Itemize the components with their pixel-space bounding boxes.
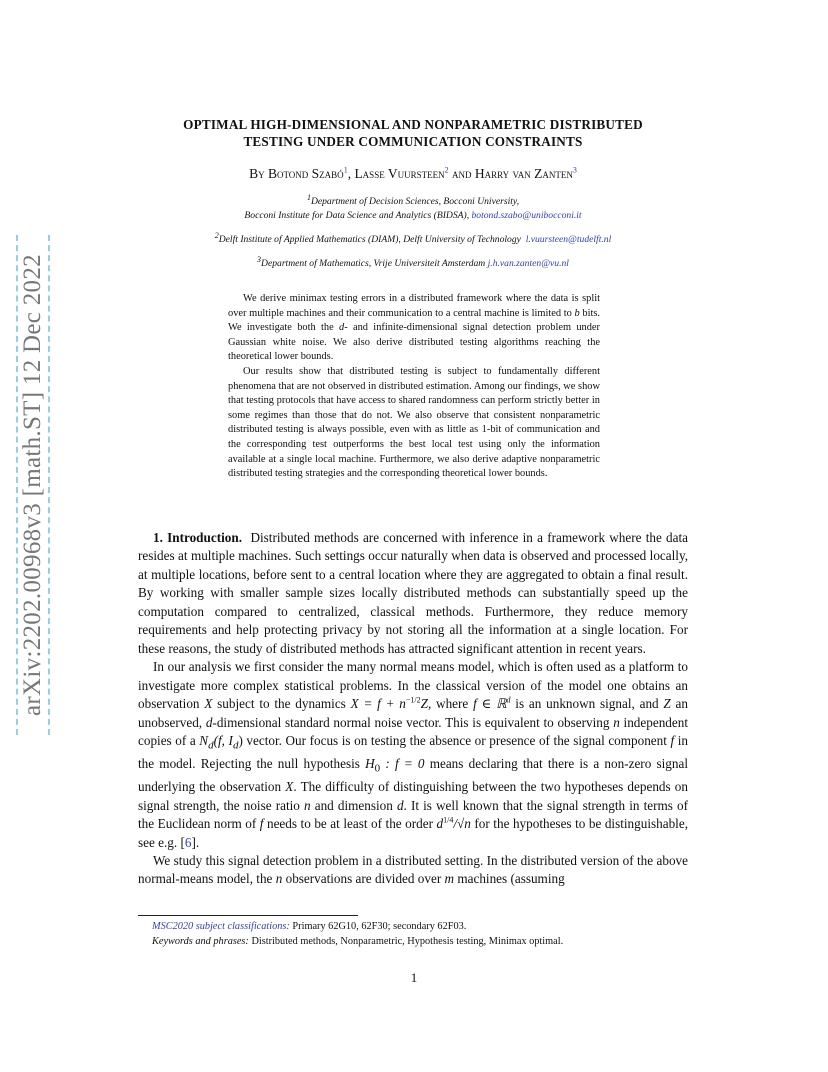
abstract-paragraph-1 — [228, 292, 600, 365]
math-exponent: 1/4 — [443, 815, 454, 825]
body-text: means declaring that there is a non-zero signal underlying the observation — [138, 756, 688, 795]
stamp-dashed-border-left — [16, 235, 18, 735]
math-dynamics: X = f + n — [350, 696, 406, 712]
affil-1-line-2: Bocconi Institute for Data Science and Analytics (BIDSA), — [244, 210, 470, 221]
keywords-label: Keywords and phrases: — [152, 936, 249, 947]
math-f: f — [670, 732, 675, 748]
affiliation-1 — [90, 192, 736, 223]
body-text: We study this signal detection problem in a distributed setting. In the distributed version of the above normal-means model, the — [138, 852, 688, 887]
math-X: X — [285, 779, 294, 795]
abstract — [228, 292, 600, 482]
abstract-text: - and infinite-dimensional signal detection problem under Gaussian white noise. We also derive distributed testing algorithms reaching the theoretical lower bounds. — [228, 322, 601, 363]
author-1-affil-ref[interactable]: 1 — [343, 165, 348, 175]
body-text: an unobserved, — [138, 696, 689, 730]
author-vuursteen: Lasse Vuursteen — [354, 166, 445, 181]
body-text: . The difficulty of distinguishing between the two hypotheses depends on signal strength, the noise ratio — [138, 779, 688, 813]
body-text: , where — [427, 696, 474, 712]
footnote-rule — [138, 915, 358, 916]
affiliation-3 — [90, 254, 736, 271]
footnote-keywords — [152, 936, 712, 947]
citation-link[interactable]: 6 — [184, 834, 192, 850]
body-text: vector. Our focus is on testing the absence or presence of the signal component — [242, 732, 671, 748]
body-text: ]. — [191, 834, 200, 850]
by-word: By — [249, 166, 265, 181]
body-text: Distributed methods are concerned with inference in a framework where the data resides at multiple machines. Such settings occur naturally when data is observed and processed locally, at multiple locations, before sent to a central location where they are aggregated to obtain a final result. By working with smaller sample sizes locally distributed methods can substantially speed up the computation compared to centralized, classical methods. Furthermore, they reduce memory requirements and help protecting privacy by not storing all the information at a single location. For these reasons, the study of distributed methods has attracted significant attention in recent years. — [138, 530, 689, 656]
math-exponent: −1/2 — [405, 695, 421, 705]
body-paragraph-1 — [138, 529, 688, 658]
affil-3-marker: 3 — [257, 254, 262, 264]
math-Z: Z — [663, 696, 671, 712]
author-3-affil-ref[interactable]: 3 — [572, 165, 577, 175]
paper-title — [100, 116, 726, 150]
main-body — [138, 529, 688, 889]
math-subscript: 0 — [374, 762, 381, 775]
math-d: d — [339, 322, 345, 334]
and-word: and — [451, 166, 472, 181]
affil-1-line-1: Department of Decision Sciences, Bocconi University, — [310, 196, 520, 207]
email-vuursteen-link[interactable]: l.vuursteen@tudelft.nl — [525, 234, 612, 245]
body-text: is an unknown signal, and — [510, 696, 664, 712]
math-exponent: d — [506, 695, 511, 705]
math-subscript: d — [208, 739, 214, 752]
math-n: n — [304, 797, 311, 813]
author-line: By Botond Szabó$^1$, Lasse Vuursteen$^2$ and Harry van Zanten$^3$ — [249, 165, 577, 181]
body-text: independent copies of a — [138, 714, 688, 748]
math-args: (f, I — [213, 732, 233, 748]
body-text: observations are divided over — [282, 871, 445, 887]
math-n: n — [275, 871, 283, 887]
abstract-text: We derive minimax testing errors in a distributed framework where the data is split over multiple machines and their communication to a central machine is limited to — [228, 293, 600, 319]
math-d: d — [396, 797, 404, 813]
math-null-hypothesis: : f = 0 — [380, 756, 425, 772]
author-van-zanten: Harry van Zanten — [474, 166, 573, 181]
footnote-msc — [152, 921, 712, 932]
title-line-1: OPTIMAL HIGH-DIMENSIONAL AND NONPARAMETRIC DISTRIBUTED — [183, 117, 643, 132]
math-close-paren: ) — [238, 732, 243, 748]
body-text: for the hypotheses to be distinguishable, see e.g. [ — [138, 816, 688, 850]
body-text: and dimension — [310, 797, 397, 813]
body-text: machines (assuming — [454, 871, 565, 887]
msc-label-link[interactable]: MSC2020 subject classifications: — [152, 921, 290, 932]
email-van-zanten-link[interactable]: j.h.van.zanten@vu.nl — [487, 258, 569, 269]
math-N: N — [199, 732, 209, 748]
body-text: In our analysis we first consider the many normal means model, which is often used as a platform to investigate more complex statistical problems. In the classical version of the model one obtains an observation — [138, 659, 688, 712]
author-szabo: Botond Szabó — [267, 166, 344, 181]
affil-1-marker: 1 — [306, 192, 311, 202]
affil-3-text: Department of Mathematics, Vrije Universiteit Amsterdam — [261, 258, 486, 269]
math-H: H — [365, 756, 375, 772]
body-text: needs to be at least of the order — [263, 816, 437, 832]
math-Z: Z — [420, 696, 428, 712]
section-heading: 1. Introduction. — [153, 530, 242, 545]
math-f-in-R: f ∈ ℝ — [473, 696, 507, 712]
body-paragraph-3 — [138, 852, 688, 889]
math-d: d — [436, 816, 444, 832]
keywords-text: Distributed methods, Nonparametric, Hypothesis testing, Minimax optimal. — [248, 936, 564, 947]
body-text: -dimensional standard normal noise vector. This is equivalent to observing — [212, 714, 614, 730]
abstract-text: bits. We investigate both the — [228, 307, 600, 334]
arxiv-sidebar-stamp — [10, 235, 56, 735]
math-X: X — [204, 696, 213, 712]
math-m: m — [444, 871, 455, 887]
math-subscript: d — [232, 739, 239, 752]
math-d: d — [205, 714, 213, 730]
abstract-paragraph-2: Our results show that distributed testing is subject to fundamentally different phenomena that are not observed in distributed estimation. Among our findings, we show that testing protocols that have access to shared randomness can perform strictly better in some regimes than those that do not. We also observe that consistent nonparametric distributed testing is always possible, even with as little as 1-bit of communication and the corresponding test outperforms the best local test using only the information available at a single local machine. Furthermore, we also derive adaptive nonparametric distributed testing strategies and the corresponding theoretical lower bounds. — [228, 365, 600, 480]
body-paragraph-2 — [138, 658, 688, 852]
math-f: f — [259, 816, 264, 832]
affil-2-text: Delft Institute of Applied Mathematics (DIAM), Delft University of Technology — [218, 234, 521, 245]
stamp-dashed-border-right — [48, 235, 50, 735]
affiliation-2 — [90, 230, 736, 247]
title-line-2: TESTING UNDER COMMUNICATION CONSTRAINTS — [243, 134, 583, 149]
math-b: b — [574, 307, 580, 319]
msc-text: Primary 62G10, 62F30; secondary 62F03. — [289, 921, 467, 932]
body-text: subject to the dynamics — [212, 696, 351, 712]
email-szabo-link[interactable]: botond.szabo@unibocconi.it — [471, 210, 582, 221]
body-text: in the model. Rejecting the null hypothesis — [138, 732, 689, 772]
math-sqrt-n: /√n — [453, 816, 471, 832]
body-text: . It is well known that the signal strength in terms of the Euclidean norm of — [138, 797, 688, 832]
affil-2-marker: 2 — [214, 230, 219, 240]
page-number: 1 — [410, 970, 418, 985]
math-n: n — [613, 714, 620, 730]
author-2-affil-ref[interactable]: 2 — [444, 165, 449, 175]
arxiv-identifier: arXiv:2202.00968v3 [math.ST] 12 Dec 2022 — [19, 254, 46, 716]
